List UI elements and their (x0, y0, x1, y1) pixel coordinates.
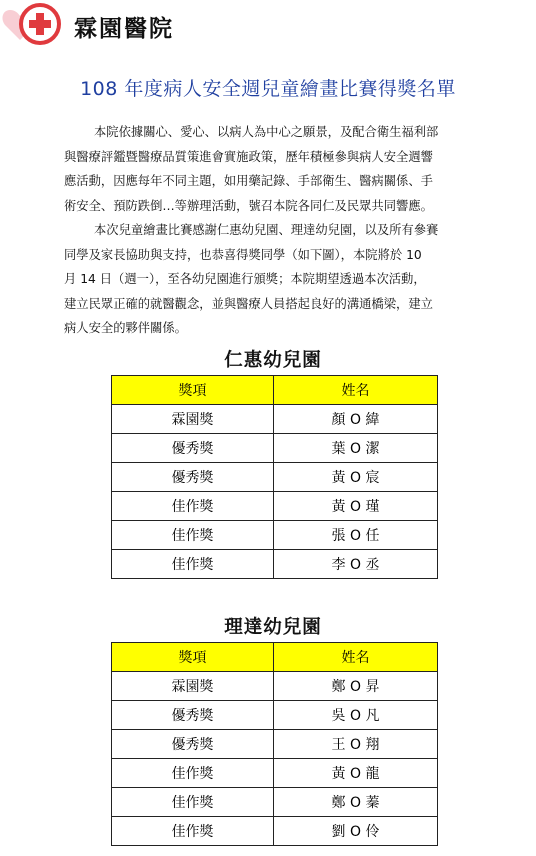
award-cell: 佳作獎 (112, 550, 274, 579)
name-cell: 李 O 丞 (274, 550, 438, 579)
paragraph-line: 建立民眾正確的就醫觀念，並與醫療人員搭起良好的溝通橋梁，建立 (64, 296, 433, 311)
table-row (112, 701, 438, 730)
table-row (112, 434, 438, 463)
intro-paragraph-2 (64, 218, 474, 341)
award-table-lida (111, 642, 438, 846)
name-cell: 劉 O 伶 (274, 817, 438, 846)
table-header-row (112, 376, 438, 405)
award-cell: 佳作獎 (112, 788, 274, 817)
table-row (112, 672, 438, 701)
table-row (112, 730, 438, 759)
name-cell: 張 O 任 (274, 521, 438, 550)
paragraph-line: 本次兒童繪畫比賽感謝仁惠幼兒園、理達幼兒園，以及所有參賽 (94, 223, 439, 237)
paragraph-line: 病人安全的夥伴關係。 (64, 321, 187, 335)
paragraph-line: 術安全、預防跌倒…等辦理活動，號召本院各同仁及民眾共同響應。 (64, 198, 433, 213)
table-row (112, 759, 438, 788)
award-cell: 霖園獎 (112, 672, 274, 701)
paragraph-line: 本院依據關心、愛心、以病人為中心之願景，及配合衛生福利部 (94, 125, 439, 139)
table-row (112, 817, 438, 846)
column-header-name: 姓名 (274, 376, 438, 405)
name-cell: 吳 O 凡 (274, 701, 438, 730)
paragraph-line: 與醫療評鑑暨醫療品質策進會實施政策，歷年積極參與病人安全週響 (64, 149, 433, 164)
column-header-award: 獎項 (112, 376, 274, 405)
paragraph-line: 同學及家長協助與支持，也恭喜得獎同學（如下圖），本院將於 10 (64, 247, 422, 262)
name-cell: 王 O 翔 (274, 730, 438, 759)
name-cell: 葉 O 潔 (274, 434, 438, 463)
table-row (112, 521, 438, 550)
name-cell: 顏 O 緯 (274, 405, 438, 434)
table-header-row (112, 643, 438, 672)
intro-paragraph-1 (64, 120, 474, 218)
award-table-renhui (111, 375, 438, 579)
name-cell: 黃 O 龍 (274, 759, 438, 788)
award-cell: 佳作獎 (112, 521, 274, 550)
name-cell: 鄭 O 蓁 (274, 788, 438, 817)
name-cell: 鄭 O 昇 (274, 672, 438, 701)
name-cell: 黃 O 瑾 (274, 492, 438, 521)
hospital-logo (0, 2, 64, 46)
table-row (112, 463, 438, 492)
award-cell: 佳作獎 (112, 492, 274, 521)
award-cell: 佳作獎 (112, 817, 274, 846)
award-cell: 優秀獎 (112, 463, 274, 492)
column-header-award: 獎項 (112, 643, 274, 672)
award-cell: 優秀獎 (112, 701, 274, 730)
paragraph-line: 應活動，因應每年不同主題，如用藥記錄、手部衛生、醫病關係、手 (64, 174, 433, 188)
award-cell: 佳作獎 (112, 759, 274, 788)
page-title: 108 年度病人安全週兒童繪畫比賽得獎名單 (80, 78, 456, 100)
hospital-name: 霖園醫院 (74, 15, 174, 42)
award-cell: 霖園獎 (112, 405, 274, 434)
school-title-lida: 理達幼兒園 (224, 617, 322, 638)
table-row (112, 550, 438, 579)
paragraph-line: 月 14 日（週一），至各幼兒園進行頒獎；本院期望透過本次活動， (64, 272, 426, 286)
column-header-name: 姓名 (274, 643, 438, 672)
name-cell: 黃 O 宸 (274, 463, 438, 492)
table-row (112, 405, 438, 434)
award-cell: 優秀獎 (112, 434, 274, 463)
award-cell: 優秀獎 (112, 730, 274, 759)
school-title-renhui: 仁惠幼兒園 (224, 350, 322, 371)
table-row (112, 788, 438, 817)
table-row (112, 492, 438, 521)
